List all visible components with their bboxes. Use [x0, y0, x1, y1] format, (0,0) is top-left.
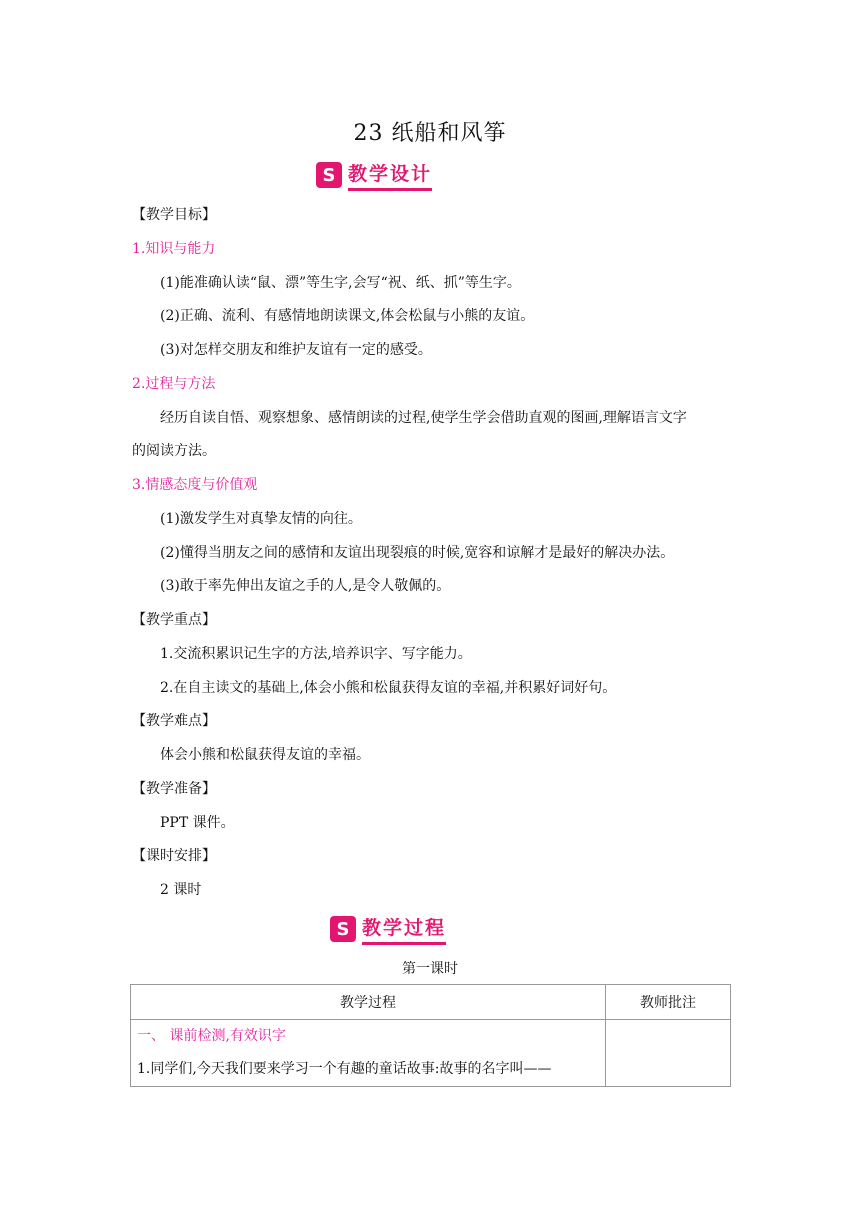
section-heading: 1.知识与能力: [132, 241, 216, 257]
logo-icon: S: [330, 916, 356, 942]
list-item: (1)能准确认读“鼠、漂”等生字,会写“祝、纸、抓”等生字。: [160, 275, 521, 291]
list-item: 2.在自主读文的基础上,体会小熊和松鼠获得友谊的幸福,并积累好词好句。: [160, 680, 617, 696]
table-header-notes: 教师批注: [606, 985, 731, 1020]
table-cell-content: [131, 1020, 606, 1087]
banner-label: 教学过程: [362, 913, 446, 945]
objectives-heading: 【教学目标】: [132, 207, 216, 223]
difficulty-text: 体会小熊和松鼠获得友谊的幸福。: [160, 747, 370, 763]
list-item: (1)激发学生对真挚友情的向往。: [160, 511, 362, 527]
table-row: [131, 1020, 731, 1087]
table-header-row: [131, 985, 731, 1020]
section-heading: 2.过程与方法: [132, 376, 216, 392]
difficulty-heading: 【教学难点】: [132, 713, 216, 729]
paragraph-line: 的阅读方法。: [132, 443, 216, 459]
list-item: (3)敢于率先伸出友谊之手的人,是令人敬佩的。: [160, 578, 451, 594]
paragraph-line: 经历自读自悟、观察想象、感情朗读的过程,使学生学会借助直观的图画,理解语言文字: [160, 410, 687, 426]
process-table: [130, 984, 731, 1087]
table-cell-notes: [606, 1020, 731, 1087]
list-item: (3)对怎样交朋友和维护友谊有一定的感受。: [160, 342, 432, 358]
page-title: 23 纸船和风筝: [353, 121, 507, 146]
prep-text: PPT 课件。: [160, 815, 235, 831]
step-text: 1.同学们,今天我们要来学习一个有趣的童话故事:故事的名字叫——: [137, 1061, 552, 1077]
teaching-process-banner: [330, 914, 446, 944]
prep-heading: 【教学准备】: [132, 781, 216, 797]
banner-label: 教学设计: [348, 159, 432, 191]
table-header-process: 教学过程: [131, 985, 606, 1020]
schedule-text: 2 课时: [160, 882, 202, 898]
keypoints-heading: 【教学重点】: [132, 612, 216, 628]
section-heading: 3.情感态度与价值观: [132, 477, 258, 493]
teaching-design-banner: [316, 160, 432, 190]
lesson-label: 第一课时: [402, 961, 458, 977]
list-item: (2)懂得当朋友之间的感情和友谊出现裂痕的时候,宽容和谅解才是最好的解决办法。: [160, 545, 675, 561]
schedule-heading: 【课时安排】: [132, 848, 216, 864]
step-title: 一、 课前检测,有效识字: [137, 1028, 286, 1044]
list-item: (2)正确、流利、有感情地朗读课文,体会松鼠与小熊的友谊。: [160, 308, 535, 324]
logo-icon: S: [316, 162, 342, 188]
list-item: 1.交流积累识记生字的方法,培养识字、写字能力。: [160, 646, 472, 662]
